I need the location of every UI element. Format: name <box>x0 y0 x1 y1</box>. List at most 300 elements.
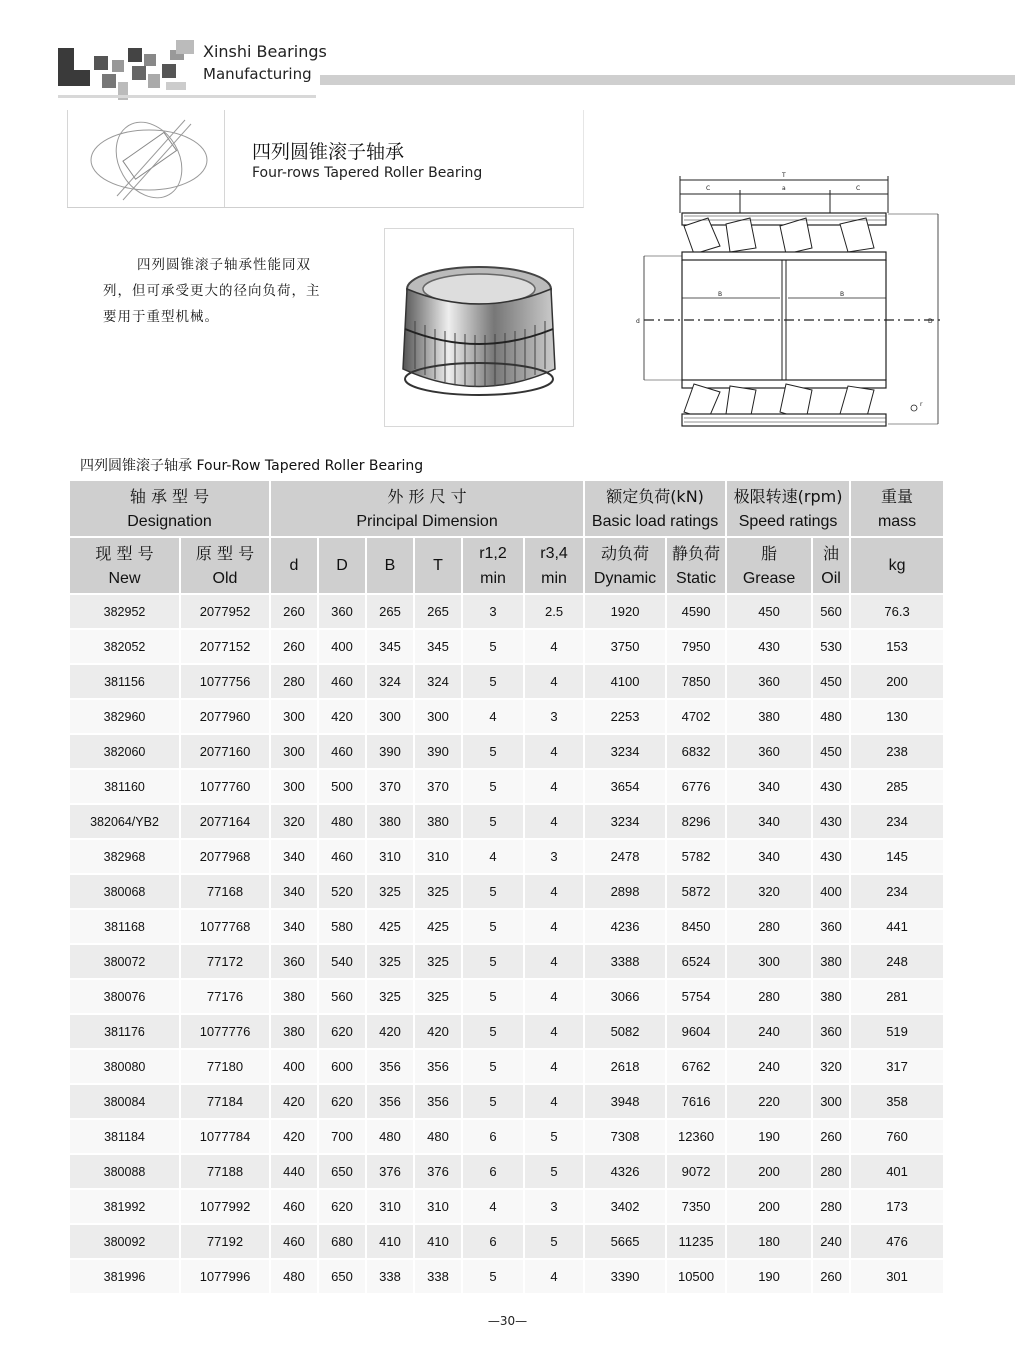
cell-oil: 240 <box>812 1224 850 1259</box>
cell-static: 5782 <box>666 839 726 874</box>
cell-mass: 281 <box>850 979 944 1014</box>
cell-T: 376 <box>414 1154 462 1189</box>
product-description <box>103 252 348 330</box>
cell-new: 380092 <box>70 1224 180 1259</box>
cell-mass: 476 <box>850 1224 944 1259</box>
cell-r34: 4 <box>524 909 584 944</box>
header-rule <box>320 75 1015 85</box>
dim-label-D: D <box>928 318 933 325</box>
cell-B: 325 <box>366 874 414 909</box>
cell-T: 325 <box>414 874 462 909</box>
table-row <box>70 874 944 909</box>
table-row <box>70 1084 944 1119</box>
cell-mass: 238 <box>850 734 944 769</box>
cell-D: 420 <box>318 699 366 734</box>
product-title-en: Four-rows Tapered Roller Bearing <box>252 165 483 181</box>
cell-B: 345 <box>366 629 414 664</box>
cell-static: 4702 <box>666 699 726 734</box>
cell-dynamic: 3654 <box>584 769 666 804</box>
cell-r34: 4 <box>524 1259 584 1294</box>
cell-d: 420 <box>270 1084 318 1119</box>
cell-old: 77176 <box>180 979 270 1014</box>
cell-oil: 450 <box>812 664 850 699</box>
cell-d: 460 <box>270 1224 318 1259</box>
cell-d: 340 <box>270 909 318 944</box>
cell-mass: 200 <box>850 664 944 699</box>
cell-r34: 4 <box>524 1084 584 1119</box>
col-T: T <box>414 537 462 594</box>
header-dimension: 外 形 尺 寸 Principal Dimension <box>270 481 584 537</box>
cell-old: 1077996 <box>180 1259 270 1294</box>
cell-old: 77180 <box>180 1049 270 1084</box>
cell-static: 6776 <box>666 769 726 804</box>
cell-static: 7350 <box>666 1189 726 1224</box>
cell-static: 6524 <box>666 944 726 979</box>
cell-grease: 360 <box>726 734 812 769</box>
cell-new: 381996 <box>70 1259 180 1294</box>
cell-r34: 4 <box>524 734 584 769</box>
cell-new: 382052 <box>70 629 180 664</box>
col-r12: r1,2 min <box>462 537 524 594</box>
cell-dynamic: 3750 <box>584 629 666 664</box>
cell-static: 7950 <box>666 629 726 664</box>
cell-oil: 260 <box>812 1259 850 1294</box>
cell-static: 6832 <box>666 734 726 769</box>
cell-r12: 5 <box>462 629 524 664</box>
cell-D: 460 <box>318 664 366 699</box>
cell-new: 382060 <box>70 734 180 769</box>
col-D: D <box>318 537 366 594</box>
cell-old: 1077760 <box>180 769 270 804</box>
cell-D: 600 <box>318 1049 366 1084</box>
cell-mass: 248 <box>850 944 944 979</box>
cell-T: 310 <box>414 839 462 874</box>
cell-mass: 519 <box>850 1014 944 1049</box>
cell-grease: 450 <box>726 594 812 629</box>
cell-dynamic: 3388 <box>584 944 666 979</box>
cell-new: 380084 <box>70 1084 180 1119</box>
cell-r34: 4 <box>524 664 584 699</box>
cell-T: 345 <box>414 629 462 664</box>
cell-r12: 5 <box>462 664 524 699</box>
cell-old: 1077776 <box>180 1014 270 1049</box>
product-title-cn: 四列圆锥滚子轴承 <box>252 141 405 163</box>
cell-grease: 240 <box>726 1049 812 1084</box>
cell-B: 390 <box>366 734 414 769</box>
cell-r34: 4 <box>524 1049 584 1084</box>
cell-old: 77192 <box>180 1224 270 1259</box>
cell-new: 380072 <box>70 944 180 979</box>
cell-static: 8450 <box>666 909 726 944</box>
brand-subtitle: Manufacturing <box>203 65 312 83</box>
dim-label-C-left: C <box>706 185 711 192</box>
cell-dynamic: 3948 <box>584 1084 666 1119</box>
col-static: 静负荷 Static <box>666 537 726 594</box>
cell-d: 380 <box>270 979 318 1014</box>
cell-r34: 5 <box>524 1119 584 1154</box>
cell-grease: 360 <box>726 664 812 699</box>
cell-dynamic: 3066 <box>584 979 666 1014</box>
cell-r12: 5 <box>462 804 524 839</box>
cell-d: 360 <box>270 944 318 979</box>
cell-dynamic: 5665 <box>584 1224 666 1259</box>
cell-grease: 200 <box>726 1154 812 1189</box>
table-row <box>70 769 944 804</box>
dim-label-B-left: B <box>718 291 723 298</box>
cell-dynamic: 4100 <box>584 664 666 699</box>
cell-d: 300 <box>270 699 318 734</box>
cell-B: 380 <box>366 804 414 839</box>
cell-D: 650 <box>318 1154 366 1189</box>
header-designation: 轴 承 型 号 Designation <box>70 481 270 537</box>
cell-old: 77168 <box>180 874 270 909</box>
cell-static: 9072 <box>666 1154 726 1189</box>
cell-mass: 234 <box>850 874 944 909</box>
cell-B: 310 <box>366 839 414 874</box>
cell-d: 400 <box>270 1049 318 1084</box>
cell-static: 7616 <box>666 1084 726 1119</box>
header-mass: 重量 mass <box>850 481 944 537</box>
cell-oil: 430 <box>812 804 850 839</box>
cell-T: 324 <box>414 664 462 699</box>
cell-old: 2077152 <box>180 629 270 664</box>
cell-new: 382960 <box>70 699 180 734</box>
cell-T: 370 <box>414 769 462 804</box>
cell-r12: 5 <box>462 979 524 1014</box>
cell-static: 9604 <box>666 1014 726 1049</box>
cell-mass: 441 <box>850 909 944 944</box>
cell-new: 382952 <box>70 594 180 629</box>
spec-table-body <box>70 594 944 1294</box>
table-row <box>70 1049 944 1084</box>
cell-dynamic: 2898 <box>584 874 666 909</box>
bearing-photo <box>384 228 574 427</box>
cell-new: 381156 <box>70 664 180 699</box>
col-d: d <box>270 537 318 594</box>
col-old: 原 型 号 Old <box>180 537 270 594</box>
cell-T: 390 <box>414 734 462 769</box>
cell-B: 410 <box>366 1224 414 1259</box>
cell-d: 300 <box>270 734 318 769</box>
description-line: 四列圆锥滚子轴承性能同双 <box>137 257 311 273</box>
cell-D: 460 <box>318 734 366 769</box>
cell-d: 320 <box>270 804 318 839</box>
cell-old: 1077992 <box>180 1189 270 1224</box>
cell-old: 77184 <box>180 1084 270 1119</box>
cell-D: 460 <box>318 839 366 874</box>
cell-T: 310 <box>414 1189 462 1224</box>
cell-oil: 430 <box>812 839 850 874</box>
cell-dynamic: 3234 <box>584 734 666 769</box>
table-row <box>70 664 944 699</box>
cell-r34: 4 <box>524 944 584 979</box>
cell-oil: 480 <box>812 699 850 734</box>
cell-grease: 340 <box>726 839 812 874</box>
cell-mass: 760 <box>850 1119 944 1154</box>
cell-oil: 380 <box>812 979 850 1014</box>
dim-label-C-right: C <box>856 185 861 192</box>
cell-oil: 430 <box>812 769 850 804</box>
cell-r12: 5 <box>462 909 524 944</box>
cell-static: 8296 <box>666 804 726 839</box>
cell-D: 540 <box>318 944 366 979</box>
cell-r34: 2.5 <box>524 594 584 629</box>
bearing-cross-section-diagram <box>630 168 950 430</box>
cell-mass: 130 <box>850 699 944 734</box>
cell-D: 620 <box>318 1014 366 1049</box>
cell-D: 680 <box>318 1224 366 1259</box>
cell-new: 380088 <box>70 1154 180 1189</box>
cell-T: 480 <box>414 1119 462 1154</box>
col-dynamic: 动负荷 Dynamic <box>584 537 666 594</box>
cell-grease: 300 <box>726 944 812 979</box>
cell-B: 325 <box>366 944 414 979</box>
cell-B: 370 <box>366 769 414 804</box>
cell-d: 280 <box>270 664 318 699</box>
cell-B: 420 <box>366 1014 414 1049</box>
cell-T: 300 <box>414 699 462 734</box>
cell-B: 356 <box>366 1049 414 1084</box>
col-kg: kg <box>850 537 944 594</box>
cell-oil: 380 <box>812 944 850 979</box>
cell-r34: 3 <box>524 839 584 874</box>
table-row <box>70 979 944 1014</box>
cell-r34: 4 <box>524 1014 584 1049</box>
cell-T: 410 <box>414 1224 462 1259</box>
cell-mass: 234 <box>850 804 944 839</box>
cell-oil: 400 <box>812 874 850 909</box>
cell-new: 381992 <box>70 1189 180 1224</box>
cell-D: 620 <box>318 1189 366 1224</box>
table-row <box>70 1154 944 1189</box>
cell-d: 340 <box>270 874 318 909</box>
table-caption <box>80 455 423 475</box>
cell-r34: 4 <box>524 979 584 1014</box>
cell-r34: 3 <box>524 1189 584 1224</box>
cell-d: 480 <box>270 1259 318 1294</box>
cell-static: 5754 <box>666 979 726 1014</box>
dim-label-T: T <box>782 172 786 179</box>
cell-B: 325 <box>366 979 414 1014</box>
cell-static: 7850 <box>666 664 726 699</box>
cell-grease: 430 <box>726 629 812 664</box>
cell-oil: 450 <box>812 734 850 769</box>
cell-T: 380 <box>414 804 462 839</box>
cell-new: 381176 <box>70 1014 180 1049</box>
header-rule-left <box>58 95 316 98</box>
cell-oil: 320 <box>812 1049 850 1084</box>
cell-d: 260 <box>270 629 318 664</box>
cell-mass: 76.3 <box>850 594 944 629</box>
cell-mass: 145 <box>850 839 944 874</box>
cell-T: 265 <box>414 594 462 629</box>
table-row <box>70 594 944 629</box>
col-grease: 脂 Grease <box>726 537 812 594</box>
cell-oil: 280 <box>812 1154 850 1189</box>
cell-r12: 3 <box>462 594 524 629</box>
cell-grease: 190 <box>726 1259 812 1294</box>
cell-grease: 380 <box>726 699 812 734</box>
cell-dynamic: 3234 <box>584 804 666 839</box>
cell-D: 580 <box>318 909 366 944</box>
cell-mass: 173 <box>850 1189 944 1224</box>
cell-oil: 360 <box>812 909 850 944</box>
spec-table <box>70 481 945 1295</box>
dim-label-d: d <box>636 318 640 325</box>
bearing-sketch-icon <box>87 116 212 204</box>
cell-B: 265 <box>366 594 414 629</box>
cell-static: 5872 <box>666 874 726 909</box>
cell-grease: 190 <box>726 1119 812 1154</box>
cell-dynamic: 2478 <box>584 839 666 874</box>
cell-old: 1077784 <box>180 1119 270 1154</box>
cell-grease: 200 <box>726 1189 812 1224</box>
cell-grease: 180 <box>726 1224 812 1259</box>
cell-dynamic: 4236 <box>584 909 666 944</box>
cell-oil: 360 <box>812 1014 850 1049</box>
cell-d: 440 <box>270 1154 318 1189</box>
table-caption-cn: 四列圆锥滚子轴承 <box>80 458 192 474</box>
cell-oil: 530 <box>812 629 850 664</box>
cell-T: 338 <box>414 1259 462 1294</box>
cell-new: 382064/YB2 <box>70 804 180 839</box>
cell-grease: 340 <box>726 804 812 839</box>
description-line: 要用于重型机械。 <box>103 309 219 325</box>
cell-r12: 4 <box>462 699 524 734</box>
cell-r12: 5 <box>462 1014 524 1049</box>
cell-static: 12360 <box>666 1119 726 1154</box>
cell-oil: 560 <box>812 594 850 629</box>
cell-r12: 5 <box>462 874 524 909</box>
description-line: 列，但可承受更大的径向负荷，主 <box>103 283 321 299</box>
cell-B: 310 <box>366 1189 414 1224</box>
cell-T: 420 <box>414 1014 462 1049</box>
cell-mass: 153 <box>850 629 944 664</box>
cell-mass: 358 <box>850 1084 944 1119</box>
table-row <box>70 1189 944 1224</box>
col-oil: 油 Oil <box>812 537 850 594</box>
cell-D: 520 <box>318 874 366 909</box>
cell-B: 425 <box>366 909 414 944</box>
cell-static: 4590 <box>666 594 726 629</box>
cell-new: 380068 <box>70 874 180 909</box>
dim-label-B-right: B <box>840 291 845 298</box>
cell-T: 325 <box>414 979 462 1014</box>
cell-dynamic: 3402 <box>584 1189 666 1224</box>
cell-r34: 5 <box>524 1224 584 1259</box>
cell-r12: 4 <box>462 839 524 874</box>
cell-new: 380076 <box>70 979 180 1014</box>
bearing-image-icon <box>385 229 573 426</box>
cell-dynamic: 5082 <box>584 1014 666 1049</box>
cell-new: 380080 <box>70 1049 180 1084</box>
cell-D: 500 <box>318 769 366 804</box>
cell-grease: 220 <box>726 1084 812 1119</box>
cell-r12: 4 <box>462 1189 524 1224</box>
col-B: B <box>366 537 414 594</box>
cell-oil: 280 <box>812 1189 850 1224</box>
cell-oil: 300 <box>812 1084 850 1119</box>
cell-D: 560 <box>318 979 366 1014</box>
cell-D: 480 <box>318 804 366 839</box>
cell-T: 325 <box>414 944 462 979</box>
cell-old: 2077952 <box>180 594 270 629</box>
table-row <box>70 699 944 734</box>
cell-B: 300 <box>366 699 414 734</box>
cell-B: 356 <box>366 1084 414 1119</box>
cell-dynamic: 4326 <box>584 1154 666 1189</box>
cell-grease: 340 <box>726 769 812 804</box>
cell-r34: 3 <box>524 699 584 734</box>
header-speed: 极限转速(rpm) Speed ratings <box>726 481 850 537</box>
cell-old: 2077968 <box>180 839 270 874</box>
cell-d: 340 <box>270 839 318 874</box>
cell-d: 420 <box>270 1119 318 1154</box>
cell-grease: 240 <box>726 1014 812 1049</box>
cell-B: 480 <box>366 1119 414 1154</box>
cell-d: 460 <box>270 1189 318 1224</box>
table-row <box>70 1014 944 1049</box>
cell-r12: 6 <box>462 1154 524 1189</box>
cell-B: 324 <box>366 664 414 699</box>
cell-T: 356 <box>414 1049 462 1084</box>
cell-D: 700 <box>318 1119 366 1154</box>
cell-D: 620 <box>318 1084 366 1119</box>
cell-new: 381184 <box>70 1119 180 1154</box>
cell-dynamic: 2253 <box>584 699 666 734</box>
cell-static: 11235 <box>666 1224 726 1259</box>
table-row <box>70 839 944 874</box>
cell-B: 376 <box>366 1154 414 1189</box>
cell-r34: 5 <box>524 1154 584 1189</box>
cell-mass: 401 <box>850 1154 944 1189</box>
cell-mass: 317 <box>850 1049 944 1084</box>
cell-r12: 5 <box>462 1259 524 1294</box>
col-r34: r3,4 min <box>524 537 584 594</box>
cell-dynamic: 2618 <box>584 1049 666 1084</box>
cell-new: 381168 <box>70 909 180 944</box>
cell-d: 260 <box>270 594 318 629</box>
page-number: —30— <box>487 1314 528 1328</box>
cell-old: 2077960 <box>180 699 270 734</box>
cell-old: 2077160 <box>180 734 270 769</box>
dim-label-a: a <box>782 185 786 192</box>
table-row <box>70 1119 944 1154</box>
cell-r34: 4 <box>524 874 584 909</box>
cell-new: 381160 <box>70 769 180 804</box>
brand-name: Xinshi Bearings <box>203 42 327 61</box>
cell-D: 360 <box>318 594 366 629</box>
cell-grease: 280 <box>726 909 812 944</box>
cell-D: 650 <box>318 1259 366 1294</box>
cell-mass: 285 <box>850 769 944 804</box>
cell-r34: 4 <box>524 804 584 839</box>
cell-d: 380 <box>270 1014 318 1049</box>
cell-r12: 5 <box>462 769 524 804</box>
cell-r12: 5 <box>462 944 524 979</box>
cell-T: 425 <box>414 909 462 944</box>
cell-dynamic: 7308 <box>584 1119 666 1154</box>
cell-old: 77172 <box>180 944 270 979</box>
cell-old: 77188 <box>180 1154 270 1189</box>
table-row <box>70 734 944 769</box>
cell-static: 10500 <box>666 1259 726 1294</box>
cell-r12: 5 <box>462 1049 524 1084</box>
cell-grease: 280 <box>726 979 812 1014</box>
cell-old: 1077756 <box>180 664 270 699</box>
cell-r12: 5 <box>462 734 524 769</box>
table-caption-en: Four-Row Tapered Roller Bearing <box>196 458 424 474</box>
